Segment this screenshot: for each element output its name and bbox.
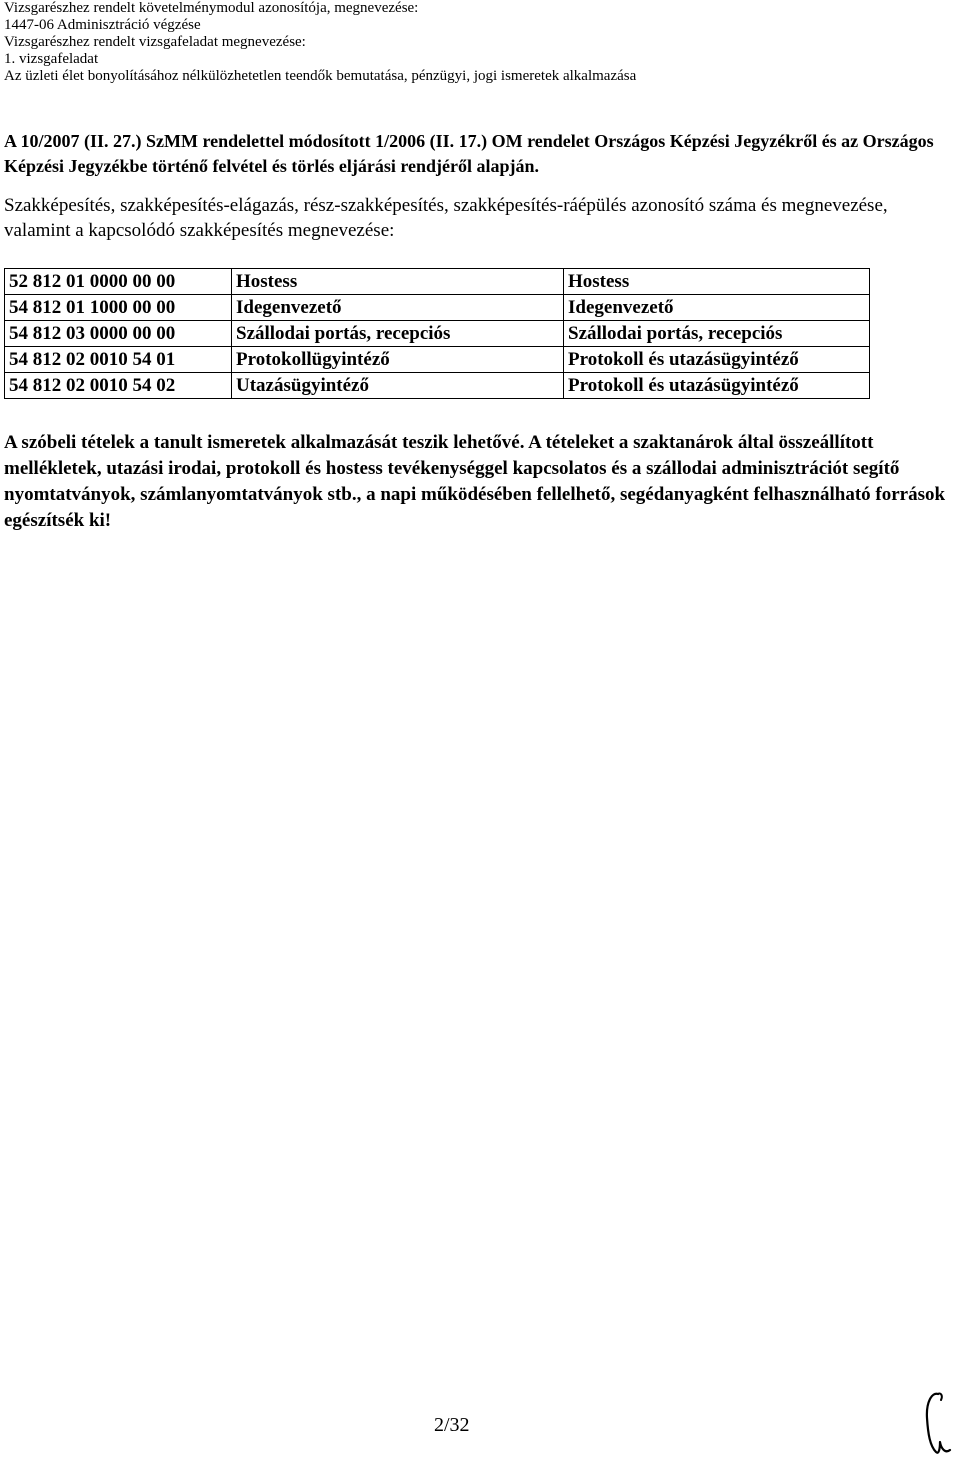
task-title: Az üzleti élet bonyolításához nélkülözhetetlen teendők bemutatása, pénzügyi, jogi ismeretek alkalmazása: [4, 68, 637, 84]
module-id-name: 1447-06 Adminisztráció végzése: [4, 17, 201, 33]
qualification-code: 54 812 03 0000 00 00: [5, 321, 232, 347]
table-row: [5, 269, 870, 295]
related-qualification: Hostess: [564, 269, 870, 295]
qualification-code: 54 812 02 0010 54 02: [5, 373, 232, 399]
qualification-code: 54 812 02 0010 54 01: [5, 347, 232, 373]
table-row: [5, 373, 870, 399]
qualification-name: Szállodai portás, recepciós: [232, 321, 564, 347]
qualification-name: Utazásügyintéző: [232, 373, 564, 399]
table-row: [5, 347, 870, 373]
module-label: Vizsgarészhez rendelt követelménymodul azonosítója, megnevezése:: [4, 0, 419, 16]
related-qualification: Protokoll és utazásügyintéző: [564, 347, 870, 373]
qualification-table: [4, 268, 870, 399]
oral-exam-note: A szóbeli tételek a tanult ismeretek alkalmazását teszik lehetővé. A tételeket a szaktanárok által összeállított mellékletek, utazási irodai, protokoll és hostess tevékenységgel kapcsolatos és a szállodai adminisztrációt segítő nyomtatványok, számlanyomtatványok stb., a napi működésében fellelhető, segédanyagként felhasználható források egészítsék ki!: [4, 432, 946, 531]
page-number: 2/32: [434, 1414, 470, 1436]
table-row: [5, 295, 870, 321]
document-header: [4, 0, 636, 85]
task-number: 1. vizsgafeladat: [4, 51, 99, 67]
qualification-code: 54 812 01 1000 00 00: [5, 295, 232, 321]
qualification-name: Idegenvezető: [232, 295, 564, 321]
related-qualification: Protokoll és utazásügyintéző: [564, 373, 870, 399]
related-qualification: Idegenvezető: [564, 295, 870, 321]
qualification-intro: Szakképesítés, szakképesítés-elágazás, rész-szakképesítés, szakképesítés-ráépülés azonosító száma és megnevezése, valamint a kapcsolódó szakképesítés megnevezése:: [4, 195, 888, 241]
task-label: Vizsgarészhez rendelt vizsgafeladat megnevezése:: [4, 34, 306, 50]
qualification-code: 52 812 01 0000 00 00: [5, 269, 232, 295]
qualification-name: Hostess: [232, 269, 564, 295]
regulation-reference: A 10/2007 (II. 27.) SzMM rendelettel módosított 1/2006 (II. 17.) OM rendelet Országos Képzési Jegyzékről és az Országos Képzési Jegyzékbe történő felvétel és törlés eljárási rendjéről alapján.: [4, 131, 934, 176]
qualification-name: Protokollügyintéző: [232, 347, 564, 373]
related-qualification: Szállodai portás, recepciós: [564, 321, 870, 347]
table-row: [5, 321, 870, 347]
handwritten-signature: [918, 1388, 954, 1458]
